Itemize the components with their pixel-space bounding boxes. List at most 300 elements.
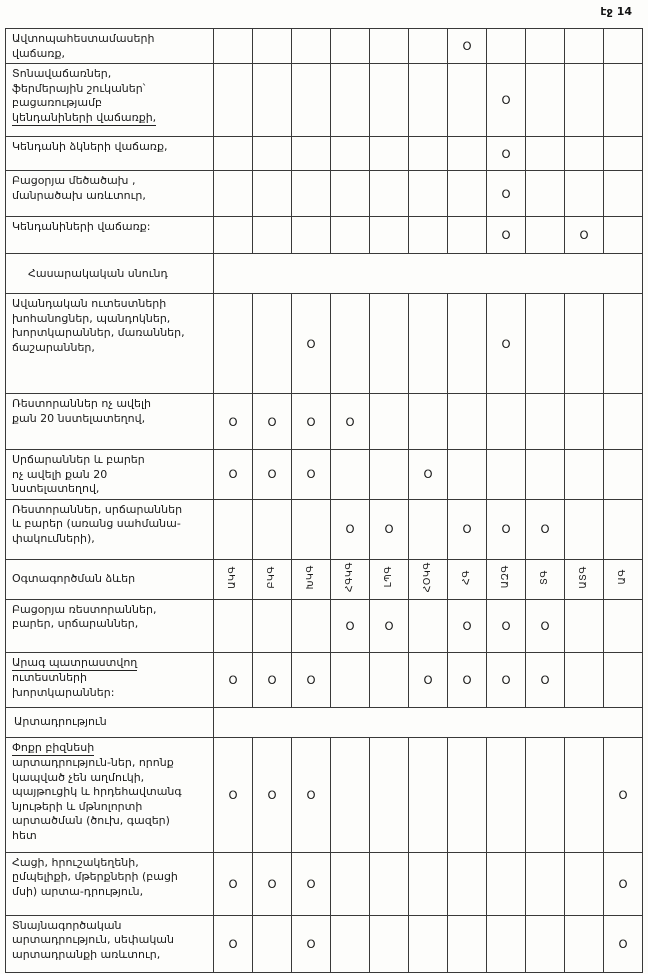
grid-cell bbox=[526, 394, 565, 450]
column-header-cell bbox=[370, 559, 409, 599]
grid-cell bbox=[565, 450, 604, 500]
grid-cell bbox=[370, 29, 409, 64]
grid-cell bbox=[253, 171, 292, 217]
row-label-line bbox=[12, 517, 209, 532]
row-label-line bbox=[12, 870, 209, 885]
row-label-text: Ռեստորաններ ոչ ավելի bbox=[12, 397, 151, 410]
grid-cell bbox=[448, 394, 487, 450]
row-label-line bbox=[12, 617, 209, 632]
permission-mark-cell bbox=[604, 737, 643, 852]
row-label-text: Փոքր բիզնեսի bbox=[12, 741, 94, 757]
row-label-text: ճաշարաններ, bbox=[12, 340, 95, 354]
grid-cell bbox=[526, 294, 565, 394]
row-label-cell bbox=[6, 394, 214, 450]
grid-cell bbox=[214, 29, 253, 64]
column-header-code: ԱԶԳ bbox=[499, 565, 511, 589]
row-label-line bbox=[12, 503, 209, 518]
mark-o: O bbox=[423, 467, 433, 482]
zoning-permissions-table bbox=[5, 28, 643, 973]
grid-cell bbox=[565, 652, 604, 707]
permission-mark-cell bbox=[292, 652, 331, 707]
row-label-text: Բացօրյա մեծածախ , bbox=[12, 174, 136, 187]
row-label-text: նյութերի և մթնոլորտի bbox=[12, 799, 143, 813]
permission-mark-cell bbox=[253, 852, 292, 915]
row-label-text: Կենդանիների վաճառք: bbox=[12, 220, 151, 233]
permission-mark-cell bbox=[292, 450, 331, 500]
grid-cell bbox=[370, 171, 409, 217]
permission-mark-cell bbox=[409, 450, 448, 500]
grid-cell bbox=[604, 217, 643, 254]
grid-cell bbox=[448, 217, 487, 254]
row-label-line bbox=[12, 532, 209, 547]
section-label-cell bbox=[6, 254, 214, 294]
row-label-text: Սրճարաններ և բարեր bbox=[12, 453, 145, 466]
mark-o: O bbox=[540, 522, 550, 536]
grid-cell bbox=[565, 29, 604, 64]
usage-forms-label-cell bbox=[6, 559, 214, 599]
grid-cell bbox=[292, 29, 331, 64]
grid-cell bbox=[565, 171, 604, 217]
row-label-line bbox=[12, 140, 209, 155]
grid-cell bbox=[565, 737, 604, 852]
row-label-line bbox=[12, 856, 209, 871]
column-header-code: ԱՏԳ bbox=[577, 565, 589, 589]
permission-mark-cell bbox=[214, 915, 253, 972]
grid-cell bbox=[526, 217, 565, 254]
row-label-line bbox=[12, 756, 209, 771]
grid-cell bbox=[370, 64, 409, 137]
permission-mark-cell bbox=[448, 499, 487, 559]
grid-cell bbox=[292, 137, 331, 171]
mark-o: O bbox=[267, 467, 277, 482]
row-label-line bbox=[12, 603, 209, 618]
grid-cell bbox=[604, 294, 643, 394]
mark-o: O bbox=[228, 467, 238, 482]
grid-cell bbox=[409, 137, 448, 171]
grid-cell bbox=[565, 294, 604, 394]
grid-cell bbox=[253, 294, 292, 394]
grid-cell bbox=[604, 450, 643, 500]
row-label-line bbox=[12, 397, 209, 412]
grid-cell bbox=[214, 137, 253, 171]
grid-cell bbox=[214, 171, 253, 217]
mark-o: O bbox=[501, 618, 511, 633]
mark-o: O bbox=[345, 414, 355, 429]
grid-cell bbox=[526, 450, 565, 500]
column-header-cell bbox=[565, 559, 604, 599]
row-label-text: վաճառք, bbox=[12, 46, 65, 60]
row-label-line bbox=[12, 174, 209, 189]
row-label-text: արտադրություն-ներ, որոնք bbox=[12, 756, 174, 769]
mark-o: O bbox=[501, 672, 511, 687]
row-label-line bbox=[12, 297, 209, 312]
column-header-code: ԲԿԳ bbox=[265, 565, 277, 589]
row-label-text: Տոնավաճառներ, bbox=[12, 67, 112, 80]
row-label-text: արտադրություն, սեփական bbox=[12, 933, 174, 946]
column-header-cell bbox=[487, 559, 526, 599]
row-label-text: պայթուցիկ և հրդեհավտանգ bbox=[12, 785, 182, 798]
grid-cell bbox=[526, 737, 565, 852]
table-row bbox=[6, 707, 643, 737]
row-label-text: Ավանդական ուտեստների bbox=[12, 297, 167, 310]
row-label-cell bbox=[6, 737, 214, 852]
row-label-text: ֆերմերային շուկաներ՝ bbox=[12, 81, 146, 95]
row-label-text: խորտկարաններ: bbox=[12, 685, 115, 699]
grid-cell bbox=[331, 652, 370, 707]
permission-mark-cell bbox=[253, 394, 292, 450]
grid-cell bbox=[253, 915, 292, 972]
row-label-text: խորտկարաններ, մառաններ, bbox=[12, 326, 185, 339]
mark-o: O bbox=[462, 672, 472, 687]
row-label-line bbox=[12, 468, 209, 483]
grid-cell bbox=[214, 294, 253, 394]
grid-cell bbox=[604, 599, 643, 652]
usage-forms-label: Օգտագործման ձևեր bbox=[12, 572, 136, 586]
column-header-code: ՀԳԿԳ bbox=[343, 561, 355, 593]
table-row bbox=[6, 652, 643, 707]
grid-cell bbox=[565, 137, 604, 171]
row-label-line bbox=[12, 948, 209, 963]
permission-mark-cell bbox=[214, 737, 253, 852]
grid-cell bbox=[409, 64, 448, 137]
row-label-text: բարեր, սրճարաններ, bbox=[12, 617, 139, 630]
row-label-text: Ավտոպահեստամասերի bbox=[12, 32, 155, 45]
mark-o: O bbox=[267, 414, 277, 429]
permission-mark-cell bbox=[487, 652, 526, 707]
permission-mark-cell bbox=[526, 599, 565, 652]
row-label-line bbox=[12, 312, 209, 327]
column-header-cell bbox=[292, 559, 331, 599]
row-label-cell bbox=[6, 599, 214, 652]
row-label-text: արտադրանքի առևտուր, bbox=[12, 947, 161, 961]
permission-mark-cell bbox=[487, 137, 526, 171]
grid-cell bbox=[448, 171, 487, 217]
mark-o: O bbox=[540, 672, 550, 687]
row-label-line bbox=[12, 220, 209, 235]
grid-cell bbox=[331, 737, 370, 852]
permission-mark-cell bbox=[253, 737, 292, 852]
permission-mark-cell bbox=[487, 217, 526, 254]
row-label-text: ըմպելիքի, մթերքների (բացի bbox=[12, 870, 178, 883]
grid-cell bbox=[409, 915, 448, 972]
row-label-text: Ռեստորաններ, սրճարաններ bbox=[12, 502, 183, 516]
table-row bbox=[6, 559, 643, 599]
grid-cell bbox=[604, 64, 643, 137]
grid-cell bbox=[604, 499, 643, 559]
column-header-cell bbox=[214, 559, 253, 599]
grid-cell bbox=[409, 499, 448, 559]
permission-mark-cell bbox=[565, 217, 604, 254]
row-label-text: ոչ ավելի քան 20 bbox=[12, 467, 108, 481]
row-label-text: խոհանոցներ, պանդոկներ, bbox=[12, 311, 171, 325]
table-row bbox=[6, 450, 643, 500]
grid-cell bbox=[292, 599, 331, 652]
permission-mark-cell bbox=[448, 599, 487, 652]
row-label-text: բացառությամբ bbox=[12, 96, 103, 109]
grid-cell bbox=[370, 137, 409, 171]
grid-cell bbox=[565, 64, 604, 137]
grid-cell bbox=[409, 294, 448, 394]
row-label-text: Տնայնագործական bbox=[12, 918, 122, 932]
column-header-code: ԱԳ bbox=[616, 569, 628, 585]
mark-o: O bbox=[267, 672, 277, 687]
row-label-line bbox=[12, 656, 209, 672]
grid-cell bbox=[526, 915, 565, 972]
row-label-cell bbox=[6, 915, 214, 972]
mark-o: O bbox=[501, 146, 511, 161]
permission-mark-cell bbox=[487, 64, 526, 137]
grid-cell bbox=[526, 137, 565, 171]
grid-cell bbox=[448, 852, 487, 915]
grid-cell bbox=[409, 394, 448, 450]
mark-o: O bbox=[462, 522, 472, 536]
row-label-line bbox=[12, 32, 209, 47]
grid-cell bbox=[526, 171, 565, 217]
mark-o: O bbox=[306, 336, 316, 351]
permission-mark-cell bbox=[214, 394, 253, 450]
row-label-text: մանրածախ առևտուր, bbox=[12, 188, 146, 202]
permission-mark-cell bbox=[604, 915, 643, 972]
row-label-text: կենդանիների վաճառքի, bbox=[12, 111, 156, 127]
row-label-text: կապված չեն աղմուկի, bbox=[12, 770, 145, 784]
row-label-line bbox=[12, 111, 209, 127]
table-row bbox=[6, 599, 643, 652]
row-label-line bbox=[12, 412, 209, 427]
row-label-text: ուտեստների bbox=[12, 671, 88, 684]
row-label-cell bbox=[6, 652, 214, 707]
mark-o: O bbox=[306, 876, 316, 891]
mark-o: O bbox=[384, 522, 394, 536]
row-label-line bbox=[12, 189, 209, 204]
mark-o: O bbox=[306, 414, 316, 429]
grid-cell bbox=[253, 499, 292, 559]
grid-cell bbox=[214, 217, 253, 254]
row-label-text: փակումների), bbox=[12, 531, 95, 545]
row-label-cell bbox=[6, 852, 214, 915]
grid-cell bbox=[292, 64, 331, 137]
section-label: Հասարակական սնունդ bbox=[28, 266, 168, 280]
grid-cell bbox=[253, 217, 292, 254]
grid-cell bbox=[370, 915, 409, 972]
permission-mark-cell bbox=[487, 294, 526, 394]
mark-o: O bbox=[306, 672, 316, 687]
grid-cell bbox=[487, 394, 526, 450]
grid-cell bbox=[409, 737, 448, 852]
table-row bbox=[6, 294, 643, 394]
grid-cell bbox=[448, 294, 487, 394]
row-label-cell bbox=[6, 499, 214, 559]
row-label-line bbox=[12, 96, 209, 111]
mark-o: O bbox=[345, 522, 355, 536]
mark-o: O bbox=[618, 876, 628, 891]
grid-cell bbox=[409, 217, 448, 254]
table-row bbox=[6, 171, 643, 217]
permission-mark-cell bbox=[526, 499, 565, 559]
grid-cell bbox=[565, 599, 604, 652]
grid-cell bbox=[526, 64, 565, 137]
mark-o: O bbox=[618, 787, 628, 802]
row-label-text: և բարեր (առանց սահմանա- bbox=[12, 517, 181, 530]
permission-mark-cell bbox=[487, 499, 526, 559]
grid-cell bbox=[565, 915, 604, 972]
mark-o: O bbox=[345, 618, 355, 633]
mark-o: O bbox=[501, 336, 511, 351]
row-label-line bbox=[12, 482, 209, 497]
row-label-cell bbox=[6, 29, 214, 64]
table-row bbox=[6, 852, 643, 915]
zoning-table-body bbox=[6, 29, 643, 973]
grid-cell bbox=[604, 394, 643, 450]
section-label: Արտադրություն bbox=[14, 715, 107, 729]
permission-mark-cell bbox=[370, 499, 409, 559]
grid-cell bbox=[565, 852, 604, 915]
grid-cell bbox=[604, 29, 643, 64]
table-row bbox=[6, 64, 643, 137]
permission-mark-cell bbox=[292, 737, 331, 852]
mark-o: O bbox=[228, 876, 238, 891]
mark-o: O bbox=[306, 787, 316, 802]
mark-o: O bbox=[579, 228, 589, 242]
row-label-line bbox=[12, 885, 209, 900]
permission-mark-cell bbox=[214, 852, 253, 915]
mark-o: O bbox=[540, 618, 550, 633]
column-header-cell bbox=[331, 559, 370, 599]
grid-cell bbox=[448, 450, 487, 500]
grid-cell bbox=[448, 137, 487, 171]
row-label-text: քան 20 նստելատեղով, bbox=[12, 411, 146, 425]
column-header-cell bbox=[409, 559, 448, 599]
column-header-code: ՀԳ bbox=[460, 569, 472, 585]
mark-o: O bbox=[228, 672, 238, 687]
table-row bbox=[6, 737, 643, 852]
grid-cell bbox=[409, 171, 448, 217]
row-label-text: Հացի, հրուշակեղենի, bbox=[12, 855, 139, 869]
grid-cell bbox=[214, 64, 253, 137]
mark-o: O bbox=[462, 39, 472, 53]
row-label-line bbox=[12, 829, 209, 844]
grid-cell bbox=[292, 499, 331, 559]
permission-mark-cell bbox=[409, 652, 448, 707]
grid-cell bbox=[214, 499, 253, 559]
row-label-line bbox=[12, 326, 209, 341]
grid-cell bbox=[487, 737, 526, 852]
permission-mark-cell bbox=[253, 652, 292, 707]
table-row bbox=[6, 499, 643, 559]
row-label-cell bbox=[6, 294, 214, 394]
table-row bbox=[6, 29, 643, 64]
grid-cell bbox=[370, 737, 409, 852]
grid-cell bbox=[409, 29, 448, 64]
row-label-line bbox=[12, 453, 209, 468]
table-row bbox=[6, 137, 643, 171]
row-label-line bbox=[12, 686, 209, 701]
permission-mark-cell bbox=[331, 599, 370, 652]
permission-mark-cell bbox=[331, 394, 370, 450]
permission-mark-cell bbox=[448, 652, 487, 707]
mark-o: O bbox=[306, 467, 316, 482]
column-header-code: ՀՕԿԳ bbox=[421, 561, 433, 593]
grid-cell bbox=[331, 29, 370, 64]
grid-cell bbox=[604, 137, 643, 171]
mark-o: O bbox=[267, 787, 277, 802]
row-label-line bbox=[12, 771, 209, 786]
mark-o: O bbox=[306, 936, 316, 951]
grid-cell bbox=[370, 394, 409, 450]
row-label-cell bbox=[6, 450, 214, 500]
table-row bbox=[6, 217, 643, 254]
grid-cell bbox=[370, 217, 409, 254]
grid-cell bbox=[604, 171, 643, 217]
table-row bbox=[6, 394, 643, 450]
mark-o: O bbox=[228, 414, 238, 429]
grid-cell bbox=[253, 137, 292, 171]
grid-cell bbox=[331, 852, 370, 915]
grid-cell bbox=[331, 294, 370, 394]
mark-o: O bbox=[423, 672, 433, 687]
column-header-code: ԱԿԳ bbox=[226, 565, 238, 589]
row-label-line bbox=[12, 800, 209, 815]
grid-cell bbox=[253, 29, 292, 64]
grid-cell bbox=[331, 137, 370, 171]
mark-o: O bbox=[618, 936, 628, 951]
row-label-line bbox=[12, 814, 209, 829]
page-number: էջ 14 bbox=[600, 5, 632, 18]
row-label-cell bbox=[6, 137, 214, 171]
grid-cell bbox=[292, 171, 331, 217]
grid-cell bbox=[565, 499, 604, 559]
permission-mark-cell bbox=[370, 599, 409, 652]
row-label-text: մսի) արտա-դրություն, bbox=[12, 884, 144, 898]
row-label-cell bbox=[6, 64, 214, 137]
column-header-code: ԼՊԳ bbox=[382, 566, 394, 588]
grid-cell bbox=[214, 599, 253, 652]
column-header-cell bbox=[448, 559, 487, 599]
permission-mark-cell bbox=[214, 652, 253, 707]
row-label-line bbox=[12, 341, 209, 356]
grid-cell bbox=[370, 450, 409, 500]
permission-mark-cell bbox=[292, 294, 331, 394]
row-label-line bbox=[12, 82, 209, 97]
mark-o: O bbox=[501, 186, 511, 201]
grid-cell bbox=[331, 171, 370, 217]
permission-mark-cell bbox=[292, 394, 331, 450]
grid-cell bbox=[487, 450, 526, 500]
row-label-text: հետ bbox=[12, 828, 37, 842]
permission-mark-cell bbox=[487, 171, 526, 217]
mark-o: O bbox=[267, 876, 277, 891]
grid-cell bbox=[526, 852, 565, 915]
grid-cell bbox=[370, 652, 409, 707]
permission-mark-cell bbox=[292, 852, 331, 915]
row-label-text: Բացօրյա ռեստորաններ, bbox=[12, 602, 157, 616]
row-label-line bbox=[12, 933, 209, 948]
permission-mark-cell bbox=[448, 29, 487, 64]
grid-cell bbox=[487, 29, 526, 64]
grid-cell bbox=[448, 64, 487, 137]
permission-mark-cell bbox=[214, 450, 253, 500]
row-label-line bbox=[12, 741, 209, 757]
row-label-text: Կենդանի ձկների վաճառք, bbox=[12, 140, 168, 153]
grid-cell bbox=[331, 217, 370, 254]
section-spacer-cell bbox=[214, 707, 643, 737]
permission-mark-cell bbox=[487, 599, 526, 652]
grid-cell bbox=[526, 29, 565, 64]
table-row bbox=[6, 915, 643, 972]
row-label-line bbox=[12, 671, 209, 686]
row-label-text: նստելատեղով, bbox=[12, 482, 100, 495]
grid-cell bbox=[331, 64, 370, 137]
permission-mark-cell bbox=[526, 652, 565, 707]
